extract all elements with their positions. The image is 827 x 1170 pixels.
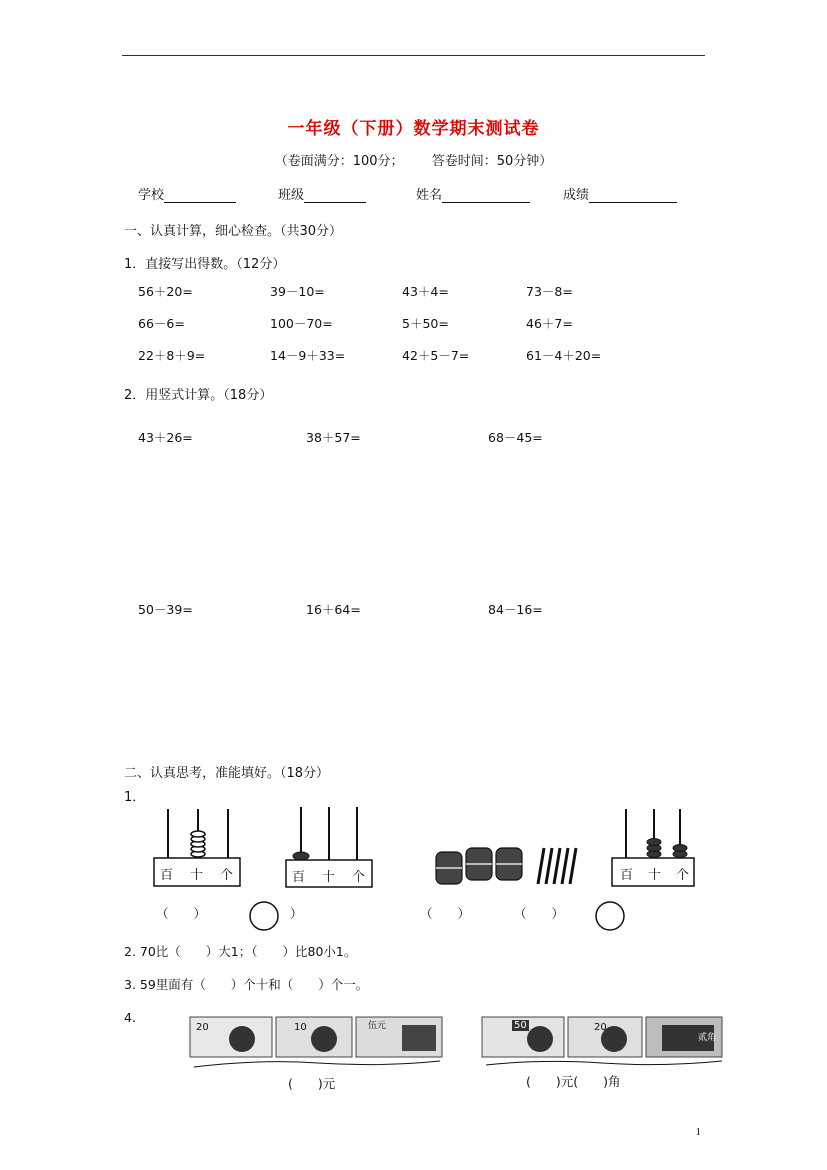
mental-math-item: 100－70= [270,316,333,331]
score-field: 成绩 [563,184,677,203]
page-title: 一年级（下册）数学期末测试卷 [287,119,540,139]
school-field: 学校 [138,184,236,203]
vertical-calc-item: 38＋57= [306,430,361,445]
note-value: 10 [294,1022,307,1033]
page-number: 1 [695,1126,701,1138]
banknotes-group-1 [190,1015,446,1075]
class-field: 班级 [278,184,366,203]
mental-math-item: 73－8= [526,284,573,299]
place-label: 百 [292,870,306,885]
place-label: 个 [352,870,366,885]
section2-heading: 二、认真思考，准能填好。（18分） [124,766,330,781]
money-answer-2[interactable]: ( )元( )角 [526,1074,621,1089]
name-field: 姓名 [416,184,530,203]
q2-label: 2．用竖式计算。（18分） [124,388,273,403]
header-rule [122,55,705,56]
note-value: 20 [594,1022,607,1033]
money-answer-1[interactable]: ( )元 [288,1076,336,1091]
mental-math-item: 42＋5－7= [402,348,470,363]
answer-paren[interactable]: （ ） [514,906,565,921]
mental-math-item: 14－9＋33= [270,348,346,363]
mental-math-item: 56＋20= [138,284,193,299]
name-blank[interactable] [442,188,530,203]
mental-math-item: 22＋8＋9= [138,348,206,363]
section1-heading: 一、认真计算，细心检查。（共30分） [124,224,343,239]
note-value: 伍元 [368,1021,387,1031]
answer-paren[interactable]: （ ） [156,906,207,921]
mental-math-item: 43＋4= [402,284,449,299]
mental-math-item: 39－10= [270,284,325,299]
score-blank[interactable] [589,188,677,203]
s2-q2: 2. 70比（ ）大1；（ ）比80小1。 [124,944,357,959]
vertical-calc-item: 68－45= [488,430,543,445]
school-blank[interactable] [164,188,236,203]
s2-q3: 3. 59里面有（ ）个十和（ ）个一。 [124,977,369,992]
vertical-calc-item: 43＋26= [138,430,193,445]
mental-math-item: 66－6= [138,316,185,331]
class-blank[interactable] [304,188,366,203]
vertical-calc-item: 16＋64= [306,602,361,617]
note-value: 50 [514,1020,527,1031]
mental-math-item: 61－4＋20= [526,348,602,363]
place-label: 十 [190,868,204,883]
place-label: 个 [220,868,234,883]
time-text: 答卷时间：50分钟） [431,154,553,169]
vertical-calc-item: 84－16= [488,602,543,617]
place-label: 百 [160,868,174,883]
answer-paren[interactable]: ） [290,906,303,921]
full-score-text: （卷面满分：100分； [274,154,404,169]
note-value: 20 [196,1022,209,1033]
compare-circle[interactable] [594,900,626,932]
note-value: 贰角 [698,1033,717,1043]
q1-label: 1．直接写出得数。（12分） [124,257,286,272]
compare-circle[interactable] [248,900,280,932]
s2-q1-label: 1． [124,790,146,805]
mental-math-item: 46＋7= [526,316,573,331]
place-label: 十 [322,870,336,885]
stick-bundles-figure [432,842,582,892]
exam-subtitle [0,150,827,169]
vertical-calc-item: 50－39= [138,602,193,617]
answer-paren[interactable]: （ ） [420,906,471,921]
place-label: 百 [620,868,634,883]
place-label: 十 [648,868,662,883]
s2-q4-label: 4. [124,1010,136,1025]
mental-math-item: 5＋50= [402,316,449,331]
place-label: 个 [676,868,690,883]
